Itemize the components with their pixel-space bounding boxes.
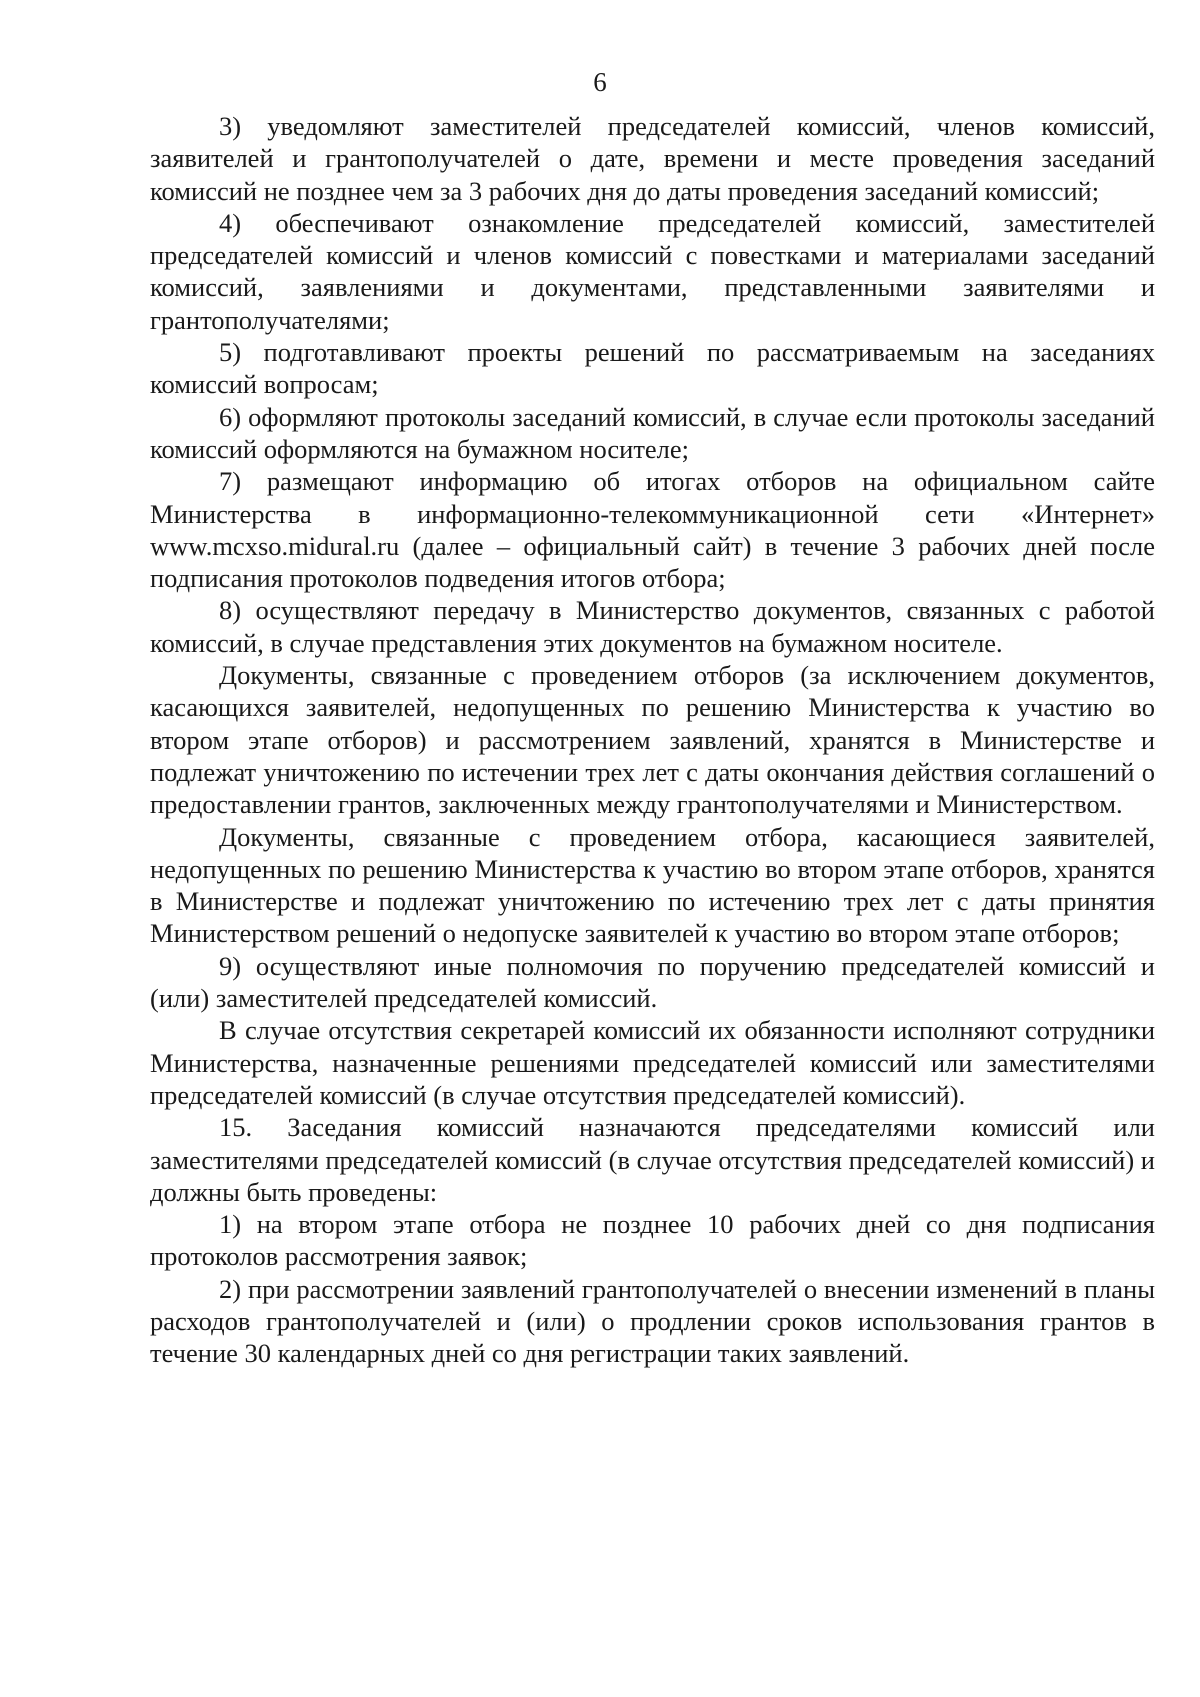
paragraph-item-9: 9) осуществляют иные полномочия по поручению председателей комиссий и (или) заместителей председателей комиссий.: [150, 950, 1155, 1014]
paragraph-item-6: 6) оформляют протоколы заседаний комиссий, в случае если протоколы заседаний комиссий оформляются на бумажном носителе;: [150, 401, 1155, 464]
paragraph-clause-15: 15. Заседания комиссий назначаются председателями комиссий или заместителями председателей комиссий (в случае отсутствия председателей комиссий) и должны быть проведены:: [150, 1112, 1155, 1207]
paragraph-clause-15-item-1: 1) на втором этапе отбора не позднее 10 рабочих дней со дня подписания протоколов рассмотрения заявок;: [150, 1209, 1155, 1272]
page-number: 6: [593, 67, 607, 97]
paragraph-clause-15-item-2: 2) при рассмотрении заявлений грантополучателей о внесении изменений в планы расходов грантополучателей и (или) о продлении сроков использования грантов в течение 30 календарных дней со дня регистрации таких заявлений.: [150, 1273, 1155, 1369]
paragraph-item-3: 3) уведомляют заместителей председателей комиссий, членов комиссий, заявителей и грантополучателей о дате, времени и месте проведения заседаний комиссий не позднее чем за 3 рабочих дня до даты проведения заседаний комиссий;: [150, 111, 1155, 206]
paragraph-documents-storage: Документы, связанные с проведением отборов (за исключением документов, касающихся заявителей, недопущенных по решению Министерства к участию во втором этапе отборов) и рассмотрением заявлений, хранятся в Министерстве и подлежат уничтожению по истечении трех лет с даты окончания действия соглашений о предоставлении грантов, заключенных между грантополучателями и Министерством.: [150, 660, 1155, 820]
document-body: [150, 110, 1155, 1370]
paragraph-item-4: 4) обеспечивают ознакомление председателей комиссий, заместителей председателей комиссий и членов комиссий с повестками и материалами заседаний комиссий, заявлениями и документами, представленными заявителями и грантополучателями;: [150, 207, 1155, 335]
paragraph-item-7: 7) размещают информацию об итогах отборов на официальном сайте Министерства в информационно-телекоммуникационной сети «Интернет» www.mcxso.midural.ru (далее – официальный сайт) в течение 3 рабочих дней после подписания протоколов подведения итогов отбора;: [150, 466, 1155, 594]
paragraph-item-8: 8) осуществляют передачу в Министерство документов, связанных с работой комиссий, в случае представления этих документов на бумажном носителе.: [150, 595, 1155, 658]
paragraph-documents-rejected: Документы, связанные с проведением отбора, касающиеся заявителей, недопущенных по решению Министерства к участию во втором этапе отборов, хранятся в Министерстве и подлежат уничтожению по истечению трех лет с даты принятия Министерством решений о недопуске заявителей к участию во втором этапе отборов;: [150, 821, 1155, 949]
paragraph-secretary-absence: В случае отсутствия секретарей комиссий их обязанности исполняют сотрудники Министерства, назначенные решениями председателей комиссий или заместителями председателей комиссий (в случае отсутствия председателей комиссий).: [150, 1015, 1155, 1110]
paragraph-item-5: 5) подготавливают проекты решений по рассматриваемым на заседаниях комиссий вопросам;: [150, 337, 1155, 400]
